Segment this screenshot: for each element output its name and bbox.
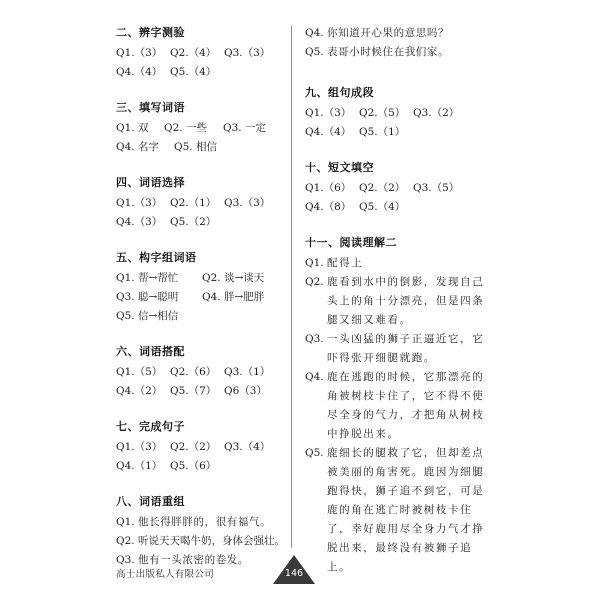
section-title: 三、填写词语 — [116, 101, 185, 114]
answer-line — [305, 104, 485, 123]
question-number: Q4. — [305, 371, 324, 383]
answer-item — [116, 532, 291, 551]
answer-cell: Q2.（2） — [170, 441, 217, 453]
answer-item — [116, 513, 291, 532]
question-number: Q5. — [305, 46, 324, 58]
left-column — [116, 24, 291, 587]
answer-cell: Q4.（4） — [116, 66, 163, 78]
answer-text: 鹿在逃跑的时候，它那漂亮的角被树枝卡住了，它不得不使尽全身的气力，才把角从树枝中挣脱出来。 — [327, 371, 485, 440]
answer-cell: Q6（3） — [224, 385, 267, 397]
answer-cell: Q4.（2） — [116, 385, 163, 397]
answer-line — [305, 198, 485, 217]
answer-item — [305, 254, 485, 273]
section-reading-comprehension — [305, 234, 485, 577]
answer-cell: Q5.（4） — [359, 201, 406, 213]
answer-cell: Q2. 谈→谈天 — [202, 272, 265, 284]
section-sentence-paragraph — [305, 84, 485, 142]
question-number: Q5. — [305, 447, 324, 459]
section-title: 四、词语选择 — [116, 176, 185, 189]
answer-item — [305, 24, 485, 43]
answer-line — [116, 438, 291, 457]
answer-cell: Q3.（2） — [413, 107, 460, 119]
answer-cell: Q5.（6） — [170, 460, 217, 472]
answer-text: 他长得胖胖的，很有福气。 — [138, 516, 272, 528]
answer-text: 听说天天喝牛奶，身体会强壮。 — [138, 535, 285, 547]
answer-line — [116, 119, 291, 138]
column-divider — [291, 26, 292, 548]
answer-cell: Q4.（1） — [116, 460, 163, 472]
answer-cell: Q1. 双 — [116, 122, 149, 134]
section-title: 二、辨字测验 — [116, 26, 185, 39]
page-number-badge — [272, 554, 316, 584]
answer-cell: Q5.（4） — [170, 66, 217, 78]
question-number: Q2. — [305, 276, 324, 288]
answer-cell: Q4.（3） — [116, 216, 163, 228]
answer-text: 鹿看到水中的倒影，发现自己头上的角十分漂亮，但是四条腿又细又难看。 — [327, 276, 485, 326]
answer-cell: Q3.（1） — [224, 366, 271, 378]
section-title: 十一、阅读理解二 — [305, 236, 397, 249]
answer-item — [305, 273, 485, 330]
answer-cell: Q3.（4） — [224, 441, 271, 453]
answer-cell: Q3.（3） — [224, 197, 271, 209]
section-build-words — [116, 249, 291, 326]
answer-line — [116, 44, 291, 63]
right-column — [305, 24, 485, 594]
answer-cell: Q2.（5） — [359, 107, 406, 119]
section-distinguish-characters — [116, 24, 291, 82]
section-title: 十、短文填空 — [305, 161, 374, 174]
answer-cell: Q4. 名字 — [116, 141, 159, 153]
section-reorder-continued — [305, 24, 485, 62]
answer-line — [116, 363, 291, 382]
answer-line — [116, 382, 291, 401]
answer-text: 配得上 — [327, 257, 364, 269]
section-word-choice — [116, 174, 291, 232]
answer-text: 你知道开心果的意思吗？ — [327, 27, 450, 39]
answer-item — [305, 43, 485, 62]
answer-line — [116, 307, 291, 326]
answer-cell: Q2.（1） — [170, 197, 217, 209]
answer-cell: Q4.（8） — [305, 201, 352, 213]
answer-text: 表哥小时候住在我们家。 — [327, 46, 450, 58]
answer-cell: Q1.（6） — [305, 182, 352, 194]
answer-cell: Q3. 聪→聪明 — [116, 291, 179, 303]
section-title: 七、完成句子 — [116, 420, 185, 433]
answer-cell: Q5.（1） — [359, 126, 406, 138]
answer-cell: Q5.（7） — [170, 385, 217, 397]
answer-cell: Q5. 相信 — [174, 141, 217, 153]
section-fill-words — [116, 99, 291, 157]
answer-text: 一头凶猛的狮子正逼近它，它吓得张开细腿就跑。 — [327, 333, 485, 364]
question-number: Q1. — [305, 257, 324, 269]
answer-cell: Q5.（2） — [170, 216, 217, 228]
answer-cell: Q1.（5） — [116, 366, 163, 378]
question-number: Q2. — [116, 535, 135, 547]
section-title: 八、词语重组 — [116, 495, 185, 508]
question-number: Q3. — [116, 554, 135, 566]
answer-item — [305, 368, 485, 444]
question-number: Q3. — [305, 333, 324, 345]
answer-line — [116, 269, 291, 288]
answer-cell: Q2.（4） — [170, 47, 217, 59]
answer-text: 鹿细长的腿救了它，但却差点被美丽的角害死。鹿因为细腿跑得快，狮子追不到它，可是鹿的角在逃亡时被树枝卡住了，幸好鹿用尽全身力气才挣脱出来，最终没有被狮子追上。 — [327, 447, 485, 573]
answer-cell: Q2. 一些 — [164, 122, 207, 134]
answer-cell: Q1.（3） — [116, 47, 163, 59]
answer-cell: Q3.（5） — [413, 182, 460, 194]
answer-item — [305, 330, 485, 368]
answer-cell: Q5. 信→相信 — [116, 310, 179, 322]
answer-cell: Q2.（2） — [359, 182, 406, 194]
answer-line — [116, 457, 291, 476]
page-number: 146 — [284, 568, 304, 579]
answer-text: 他有一头浓密的卷发。 — [138, 554, 249, 566]
answer-line — [116, 194, 291, 213]
answer-line — [305, 123, 485, 142]
answer-cell: Q4.（4） — [305, 126, 352, 138]
answer-cell: Q3.（3） — [224, 47, 271, 59]
answer-line — [116, 213, 291, 232]
answer-cell: Q2.（6） — [170, 366, 217, 378]
publisher-name: 高士出版私人有限公司 — [116, 569, 215, 580]
answer-line — [116, 138, 291, 157]
answer-cell: Q3. 一定 — [223, 122, 266, 134]
section-cloze — [305, 159, 485, 217]
answer-line — [116, 288, 291, 307]
section-complete-sentences — [116, 418, 291, 476]
section-title: 五、构字组词语 — [116, 251, 197, 264]
answer-line — [305, 179, 485, 198]
question-number: Q4. — [305, 27, 324, 39]
page-footer — [0, 556, 600, 586]
section-word-matching — [116, 343, 291, 401]
answer-cell: Q1.（3） — [116, 441, 163, 453]
answer-line — [116, 63, 291, 82]
answer-cell: Q1.（3） — [305, 107, 352, 119]
section-title: 九、组句成段 — [305, 86, 374, 99]
question-number: Q1. — [116, 516, 135, 528]
section-title: 六、词语搭配 — [116, 345, 185, 358]
answer-cell: Q1.（3） — [116, 197, 163, 209]
answer-cell: Q4. 胖→肥胖 — [202, 291, 265, 303]
answer-cell: Q1. 帮→帮忙 — [116, 272, 179, 284]
